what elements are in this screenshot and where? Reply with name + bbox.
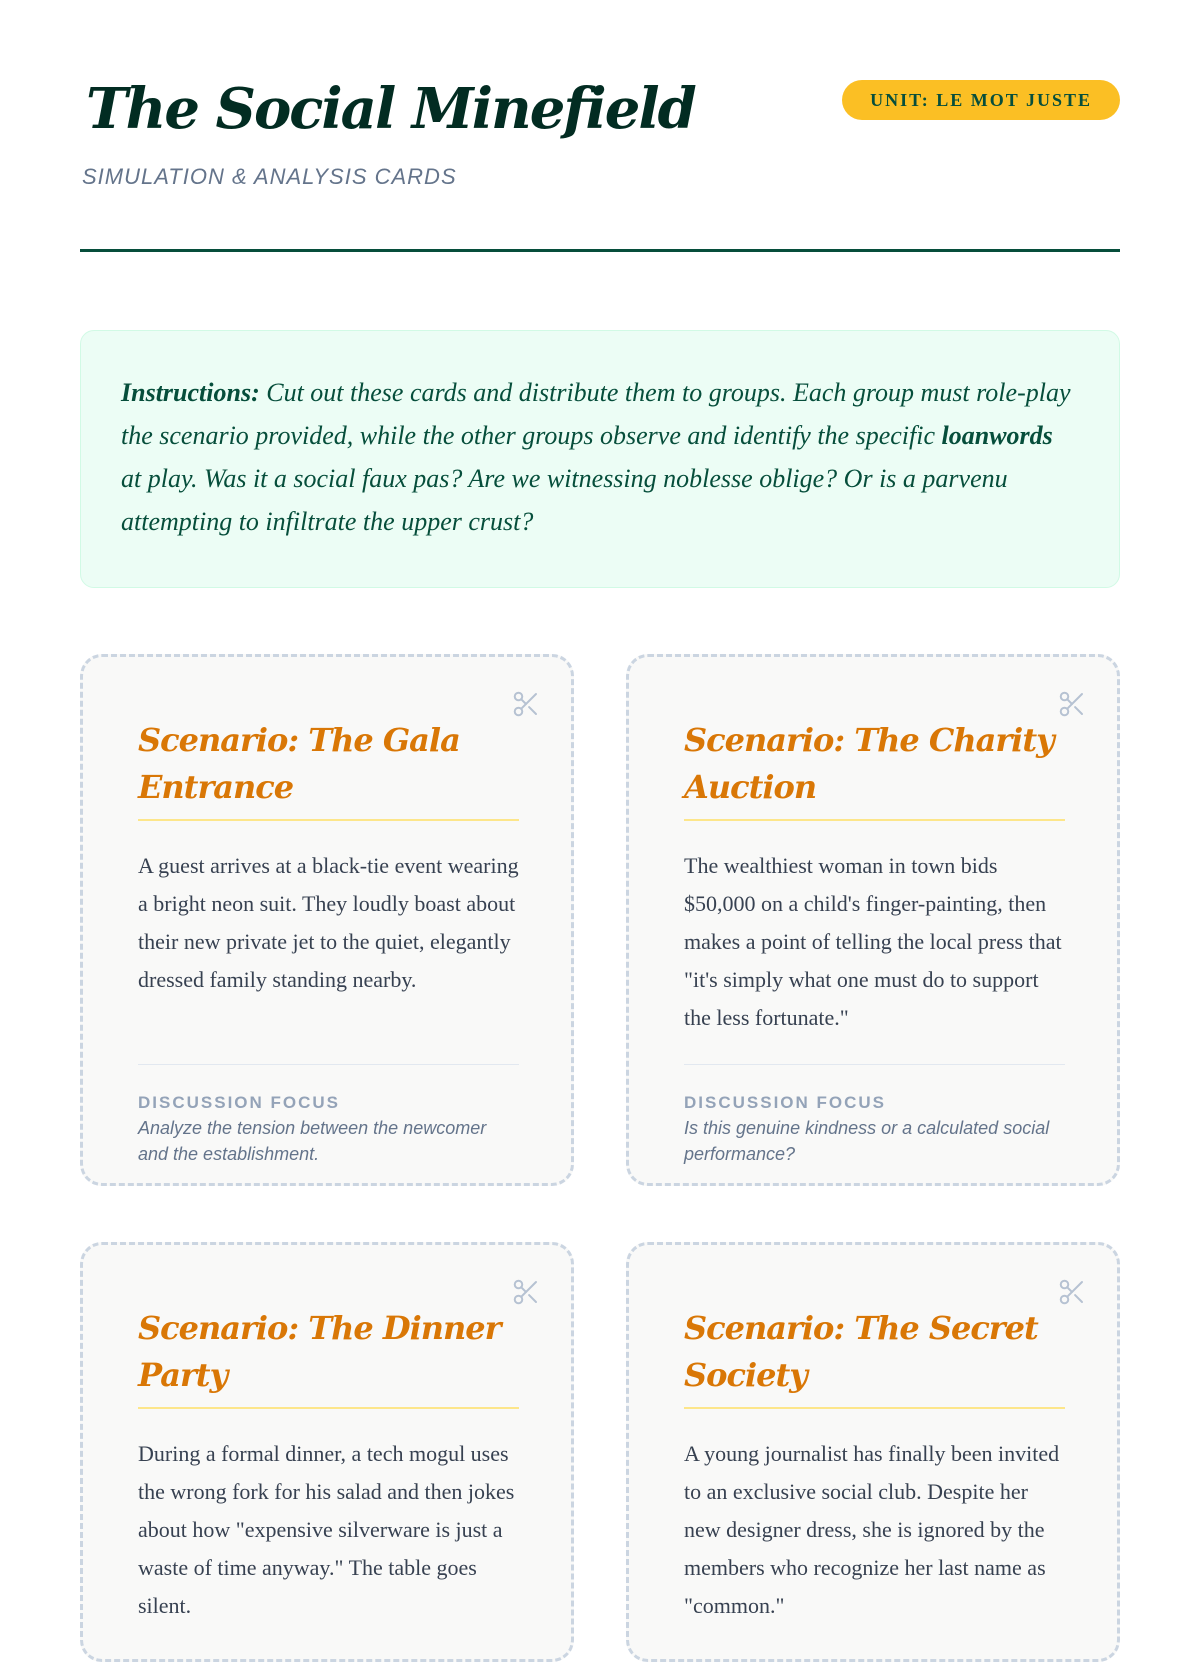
page-title: The Social Minefield [86,76,695,142]
scissors-icon [1057,1277,1087,1307]
title-divider [684,1407,1065,1409]
scissors-icon [511,1277,541,1307]
page-header [80,0,1120,252]
focus-label: DISCUSSION FOCUS [138,1093,341,1112]
card-title: Scenario: The Dinner Party [138,1309,501,1394]
focus-label: DISCUSSION FOCUS [684,1093,887,1112]
card-body: During a formal dinner, a tech mogul uses the wrong fork for his salad and then jokes about how "expensive silverware is just a waste of time anyway." The table goes silent. [138,1441,515,1618]
card-title: Scenario: The Gala Entrance [138,721,460,806]
focus-divider [138,1064,519,1065]
scissors-icon [1057,689,1087,719]
title-divider [138,1407,519,1409]
card-body: The wealthiest woman in town bids $50,000 on a child's finger-painting, then makes a point of telling the local press that "it's simply what one must do to support the less fortunate." [684,853,1062,1030]
card-body: A young journalist has finally been invited to an exclusive social club. Despite her new designer dress, she is ignored by the members who recognize her last name as "common." [684,1441,1060,1618]
title-divider [684,819,1065,821]
unit-badge: UNIT: LE MOT JUSTE [842,80,1120,120]
instructions-text-end: at play. Was it a social faux pas? Are we witnessing noblesse oblige? Or is a parvenu attempting to infiltrate the upper crust? [121,464,1008,536]
instructions-emphasis: loanwords [941,421,1053,450]
scenario-card [626,1242,1120,1662]
scenario-card [80,1242,574,1662]
card-title: Scenario: The Charity Auction [684,721,1054,806]
card-title: Scenario: The Secret Society [684,1309,1038,1394]
title-divider [138,819,519,821]
scenario-card [626,654,1120,1186]
scissors-icon [511,689,541,719]
instructions-text: Cut out these cards and distribute them to groups. Each group must role-play the scenario provided, while the other groups observe and identify the specific [121,378,1071,450]
instructions-lead: Instructions: [121,378,260,407]
focus-divider [684,1064,1065,1065]
focus-text: Is this genuine kindness or a calculated social performance? [684,1118,1050,1164]
focus-text: Analyze the tension between the newcomer and the establishment. [138,1118,487,1164]
instructions-box [80,330,1120,588]
card-body: A guest arrives at a black-tie event wearing a bright neon suit. They loudly boast about their new private jet to the quiet, elegantly dressed family standing nearby. [138,853,519,992]
scenario-card [80,654,574,1186]
page-subtitle: SIMULATION & ANALYSIS CARDS [82,164,457,189]
